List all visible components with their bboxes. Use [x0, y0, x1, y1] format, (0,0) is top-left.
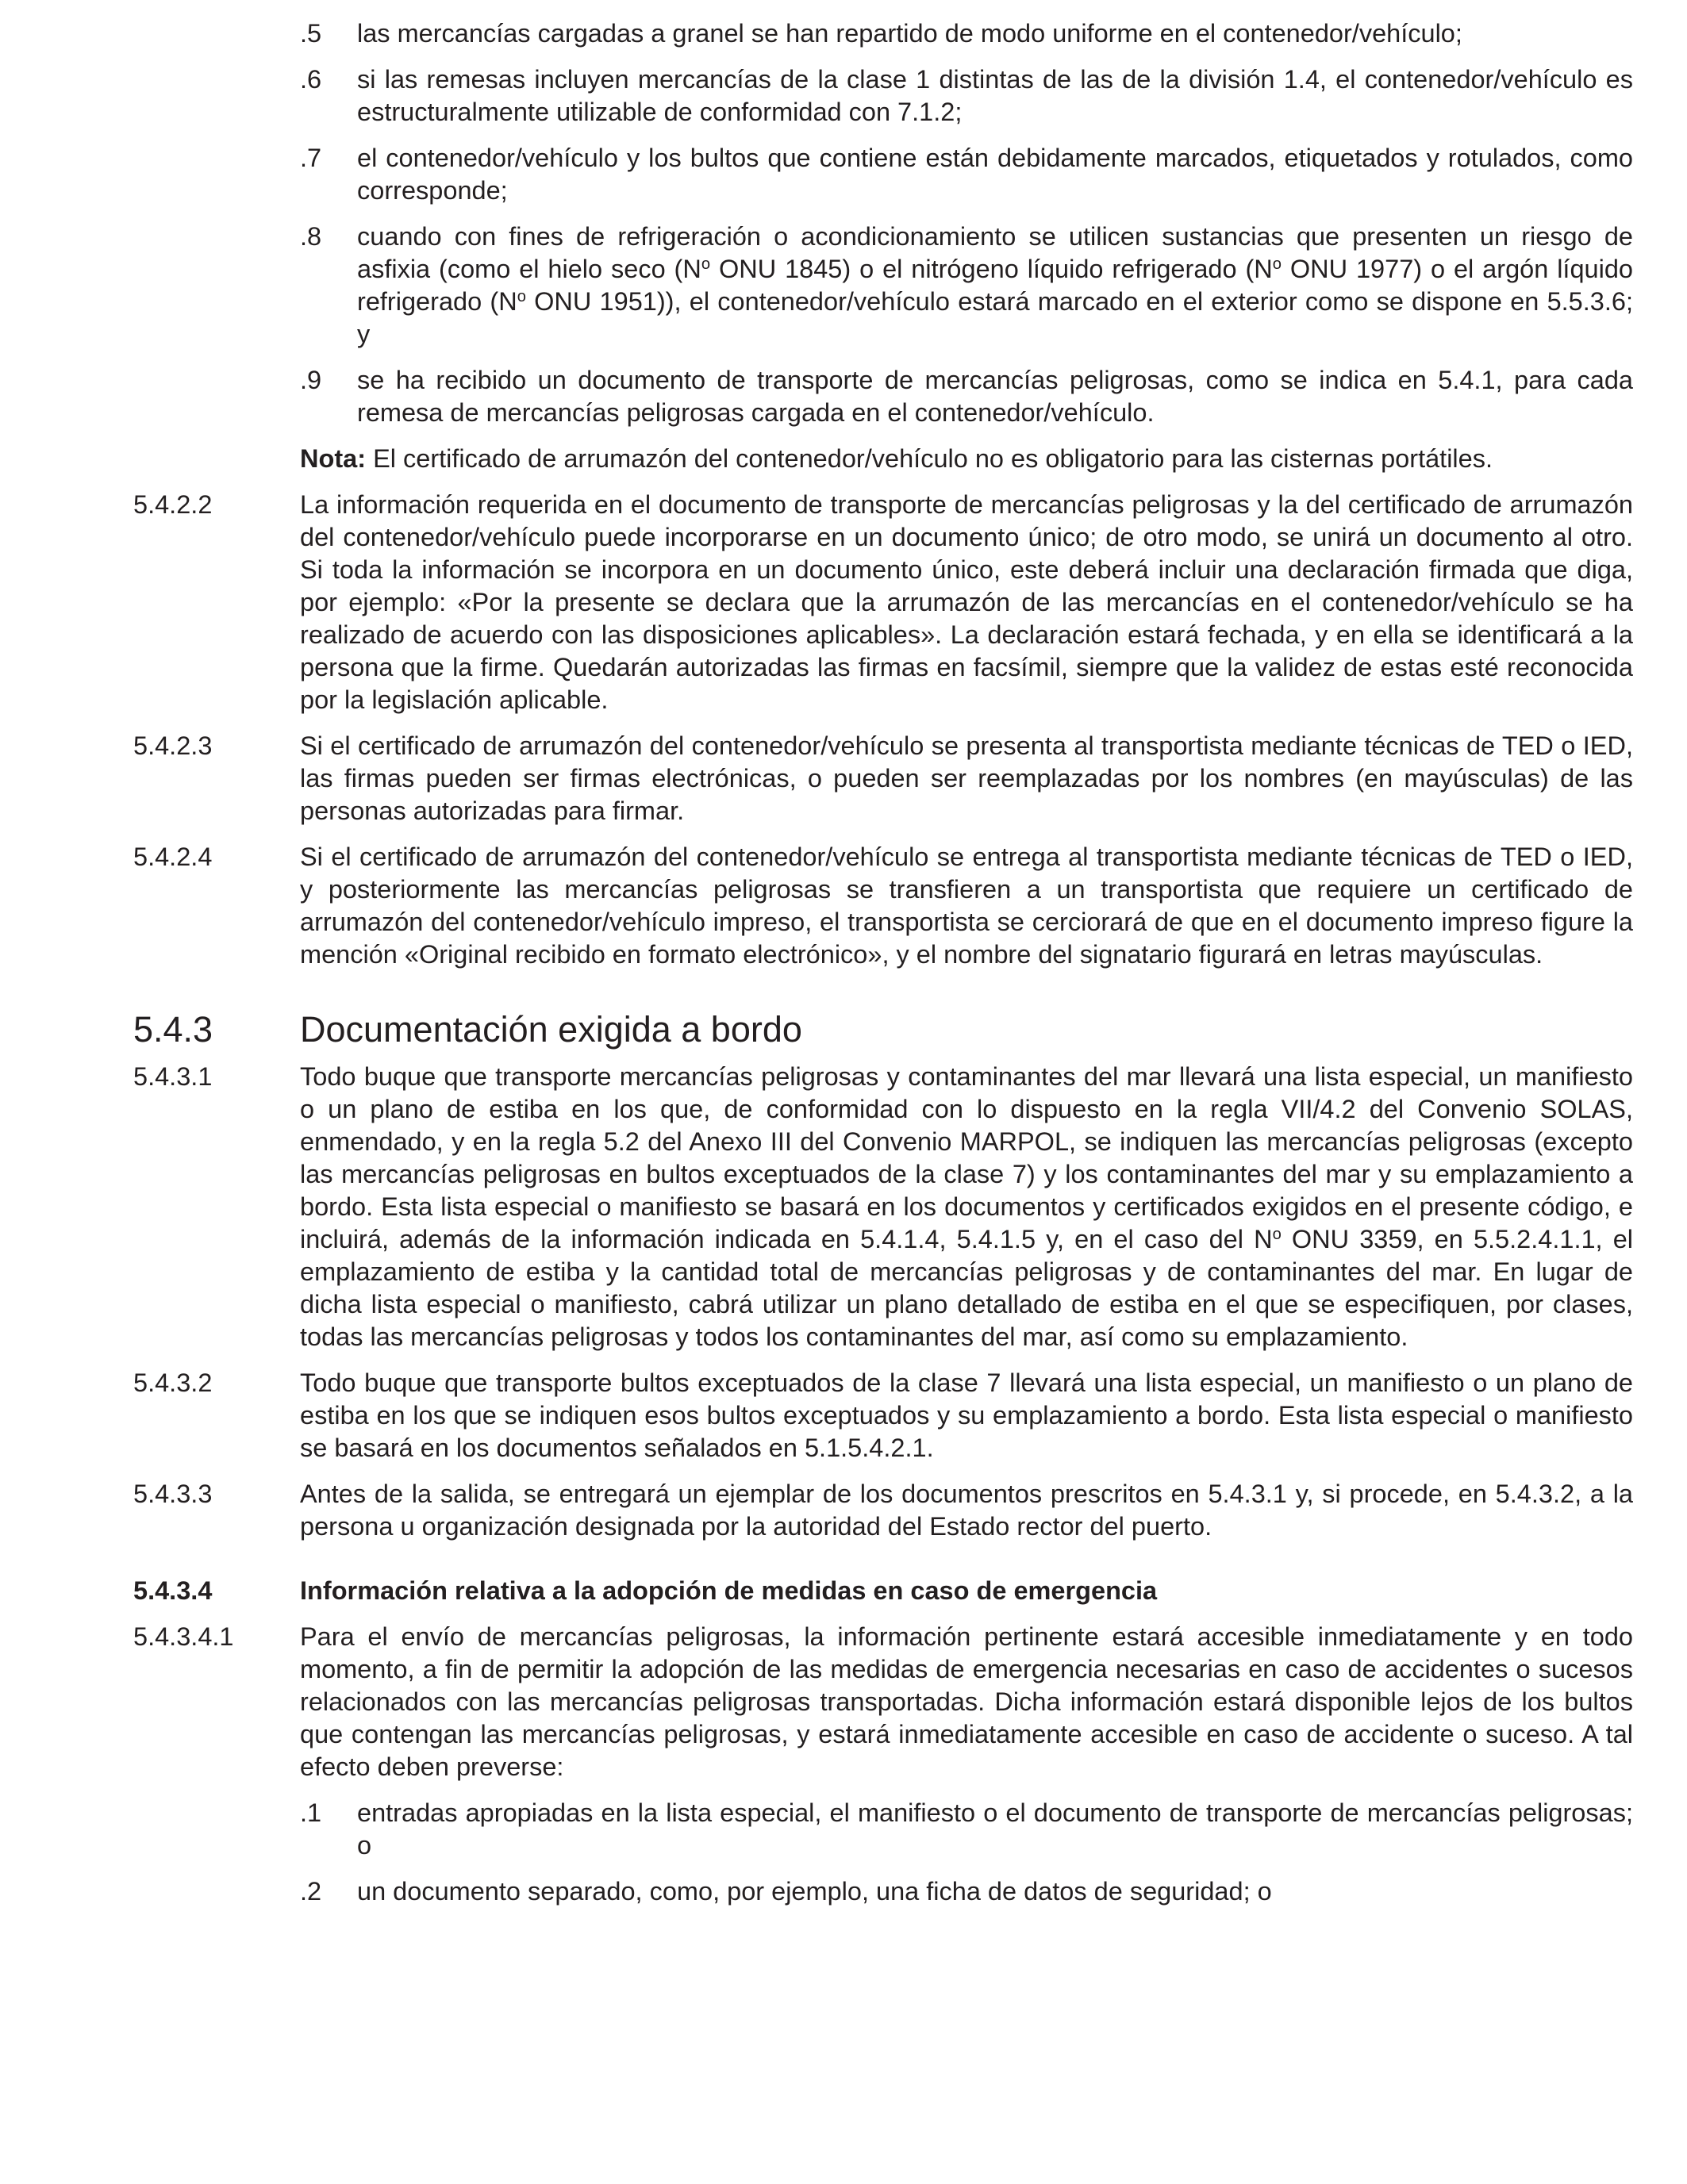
list-item-text: un documento separado, como, por ejemplo, una ficha de datos de seguridad; o [357, 1877, 1272, 1906]
section-heading [133, 1008, 1633, 1052]
list-item-text: las mercancías cargadas a granel se han repartido de modo uniforme en el contenedor/vehículo; [357, 19, 1462, 48]
text-run: cuando con fines de refrigeración o acondicionamiento se utilicen sustancias que presenten un riesgo de asfixia (como el hielo seco (N [357, 222, 1633, 283]
superscript: o [1272, 255, 1282, 273]
list-marker: .8 [300, 222, 322, 251]
paragraph-text: La información requerida en el documento de transporte de mercancías peligrosas y la del certificado de arrumazón del contenedor/vehículo puede incorporarse en un documento único; de otro modo, se unirá un documento al otro. Si toda la información se incorpora en un documento único, este deberá incluir una declaración firmada que diga, por ejemplo: «Por la presente se declara que la arrumazón de las mercancías en el contenedor/vehículo se ha realizado de acuerdo con las disposiciones aplicables». La declaración estará fechada, y en ella se identificará a la persona que la firme. Quedarán autorizadas las firmas en facsímil, siempre que la validez de estas esté reconocida por la legislación aplicable. [300, 490, 1633, 714]
paragraph [133, 489, 1633, 716]
paragraph-number: 5.4.3.4.1 [133, 1622, 234, 1651]
paragraph-number: 5.4.2.4 [133, 843, 213, 871]
note-label: Nota: [300, 444, 367, 473]
list-item [133, 221, 1633, 351]
subsection-number: 5.4.3.4 [133, 1576, 213, 1605]
list-marker: .1 [300, 1798, 322, 1827]
section-title: Documentación exigida a bordo [300, 1009, 802, 1050]
text-run: ONU 1951)), el contenedor/vehículo estará marcado en el exterior como se dispone en 5.5.3.6; y [357, 287, 1633, 348]
paragraph-number: 5.4.3.2 [133, 1368, 213, 1397]
list-marker: .6 [300, 65, 322, 94]
document-page [133, 17, 1633, 1908]
superscript: o [517, 287, 526, 305]
paragraph [133, 1478, 1633, 1543]
note-text: El certificado de arrumazón del contenedor/vehículo no es obligatorio para las cisternas portátiles. [366, 444, 1493, 473]
subsection-title: Información relativa a la adopción de medidas en caso de emergencia [300, 1576, 1158, 1605]
superscript: o [1272, 1225, 1282, 1243]
list-marker: .5 [300, 19, 322, 48]
list-marker: .7 [300, 144, 322, 172]
paragraph-text: Antes de la salida, se entregará un ejemplar de los documentos prescritos en 5.4.3.1 y, si procede, en 5.4.3.2, a la persona u organización designada por la autoridad del Estado rector del puerto. [300, 1480, 1633, 1541]
paragraph-text: Para el envío de mercancías peligrosas, la información pertinente estará accesible inmediatamente y en todo momento, a fin de permitir la adopción de las medidas de emergencia necesarias en caso de accidentes o sucesos relacionados con las mercancías peligrosas transportadas. Dicha información estará disponible lejos de los bultos que contengan las mercancías peligrosas, y estará inmediatamente accesible en caso de accidente o suceso. A tal efecto deben preverse: [300, 1622, 1633, 1781]
paragraph-number: 5.4.2.3 [133, 731, 213, 760]
list-item-text: entradas apropiadas en la lista especial, el manifiesto o el documento de transporte de mercancías peligrosas; o [357, 1798, 1633, 1860]
list-item-text: el contenedor/vehículo y los bultos que contiene están debidamente marcados, etiquetados y rotulados, como corresponde; [357, 144, 1633, 205]
list-item [133, 142, 1633, 207]
list-item [133, 17, 1633, 50]
paragraph [133, 841, 1633, 971]
note [133, 443, 1633, 475]
list-item [133, 63, 1633, 129]
list-marker: .2 [300, 1877, 322, 1906]
text-run: ONU 1977) o el argón líquido refrigerado (N [357, 255, 1633, 316]
list-item [133, 1797, 1633, 1862]
paragraph [133, 1621, 1633, 1783]
paragraph-text: Todo buque que transporte bultos exceptuados de la clase 7 llevará una lista especial, un manifiesto o un plano de estiba en los que se indiquen esos bultos exceptuados y su emplazamiento a bordo. Esta lista especial o manifiesto se basará en los documentos señalados en 5.1.5.4.2.1. [300, 1368, 1633, 1462]
text-run: Todo buque que transporte mercancías peligrosas y contaminantes del mar llevará una lista especial, un manifiesto o un plano de estiba en los que, de conformidad con lo dispuesto en la regla VII/4.2 del Convenio SOLAS, enmendado, y en la regla 5.2 del Anexo III del Convenio MARPOL, se indiquen las mercancías peligrosas (excepto las mercancías peligrosas en bultos exceptuados de la clase 7) y los contaminantes del mar y su emplazamiento a bordo. Esta lista especial o manifiesto se basará en los documentos y certificados exigidos en el presente código, e incluirá, además de la información indicada en 5.4.1.4, 5.4.1.5 y, en el caso del N [300, 1062, 1633, 1253]
paragraph [133, 730, 1633, 827]
list-item-text: se ha recibido un documento de transporte de mercancías peligrosas, como se indica en 5.4.1, para cada remesa de mercancías peligrosas cargada en el contenedor/vehículo. [357, 366, 1633, 427]
paragraph-number: 5.4.3.3 [133, 1480, 213, 1508]
superscript: o [701, 255, 711, 273]
section-number: 5.4.3 [133, 1009, 213, 1050]
paragraph [133, 1061, 1633, 1353]
list-item-text: si las remesas incluyen mercancías de la clase 1 distintas de las de la división 1.4, el contenedor/vehículo es estructuralmente utilizable de conformidad con 7.1.2; [357, 65, 1633, 126]
text-run: ONU 3359, en 5.5.2.4.1.1, el emplazamiento de estiba y la cantidad total de mercancías peligrosas y de contaminantes del mar. En lugar de dicha lista especial o manifiesto, cabrá utilizar un plano detallado de estiba en el que se especifiquen, por clases, todas las mercancías peligrosas y todos los contaminantes del mar, así como su emplazamiento. [300, 1225, 1633, 1351]
subsection-heading [133, 1575, 1633, 1607]
paragraph-number: 5.4.3.1 [133, 1062, 213, 1091]
list-item-text [357, 221, 1633, 351]
paragraph-text: Si el certificado de arrumazón del contenedor/vehículo se entrega al transportista mediante técnicas de TED o IED, y posteriormente las mercancías peligrosas se transfieren a un transportista que requiere un certificado de arrumazón del contenedor/vehículo impreso, el transportista se cerciorará de que en el documento impreso figure la mención «Original recibido en formato electrónico», y el nombre del signatario figurará en letras mayúsculas. [300, 843, 1633, 969]
list-item [133, 364, 1633, 429]
list-item [133, 1875, 1633, 1908]
text-run: ONU 1845) o el nitrógeno líquido refrigerado (N [710, 255, 1273, 283]
paragraph-text [300, 1062, 1633, 1351]
paragraph [133, 1367, 1633, 1464]
paragraph-text: Si el certificado de arrumazón del contenedor/vehículo se presenta al transportista mediante técnicas de TED o IED, las firmas pueden ser firmas electrónicas, o pueden ser reemplazadas por los nombres (en mayúsculas) de las personas autorizadas para firmar. [300, 731, 1633, 825]
paragraph-number: 5.4.2.2 [133, 490, 213, 519]
list-marker: .9 [300, 366, 322, 394]
